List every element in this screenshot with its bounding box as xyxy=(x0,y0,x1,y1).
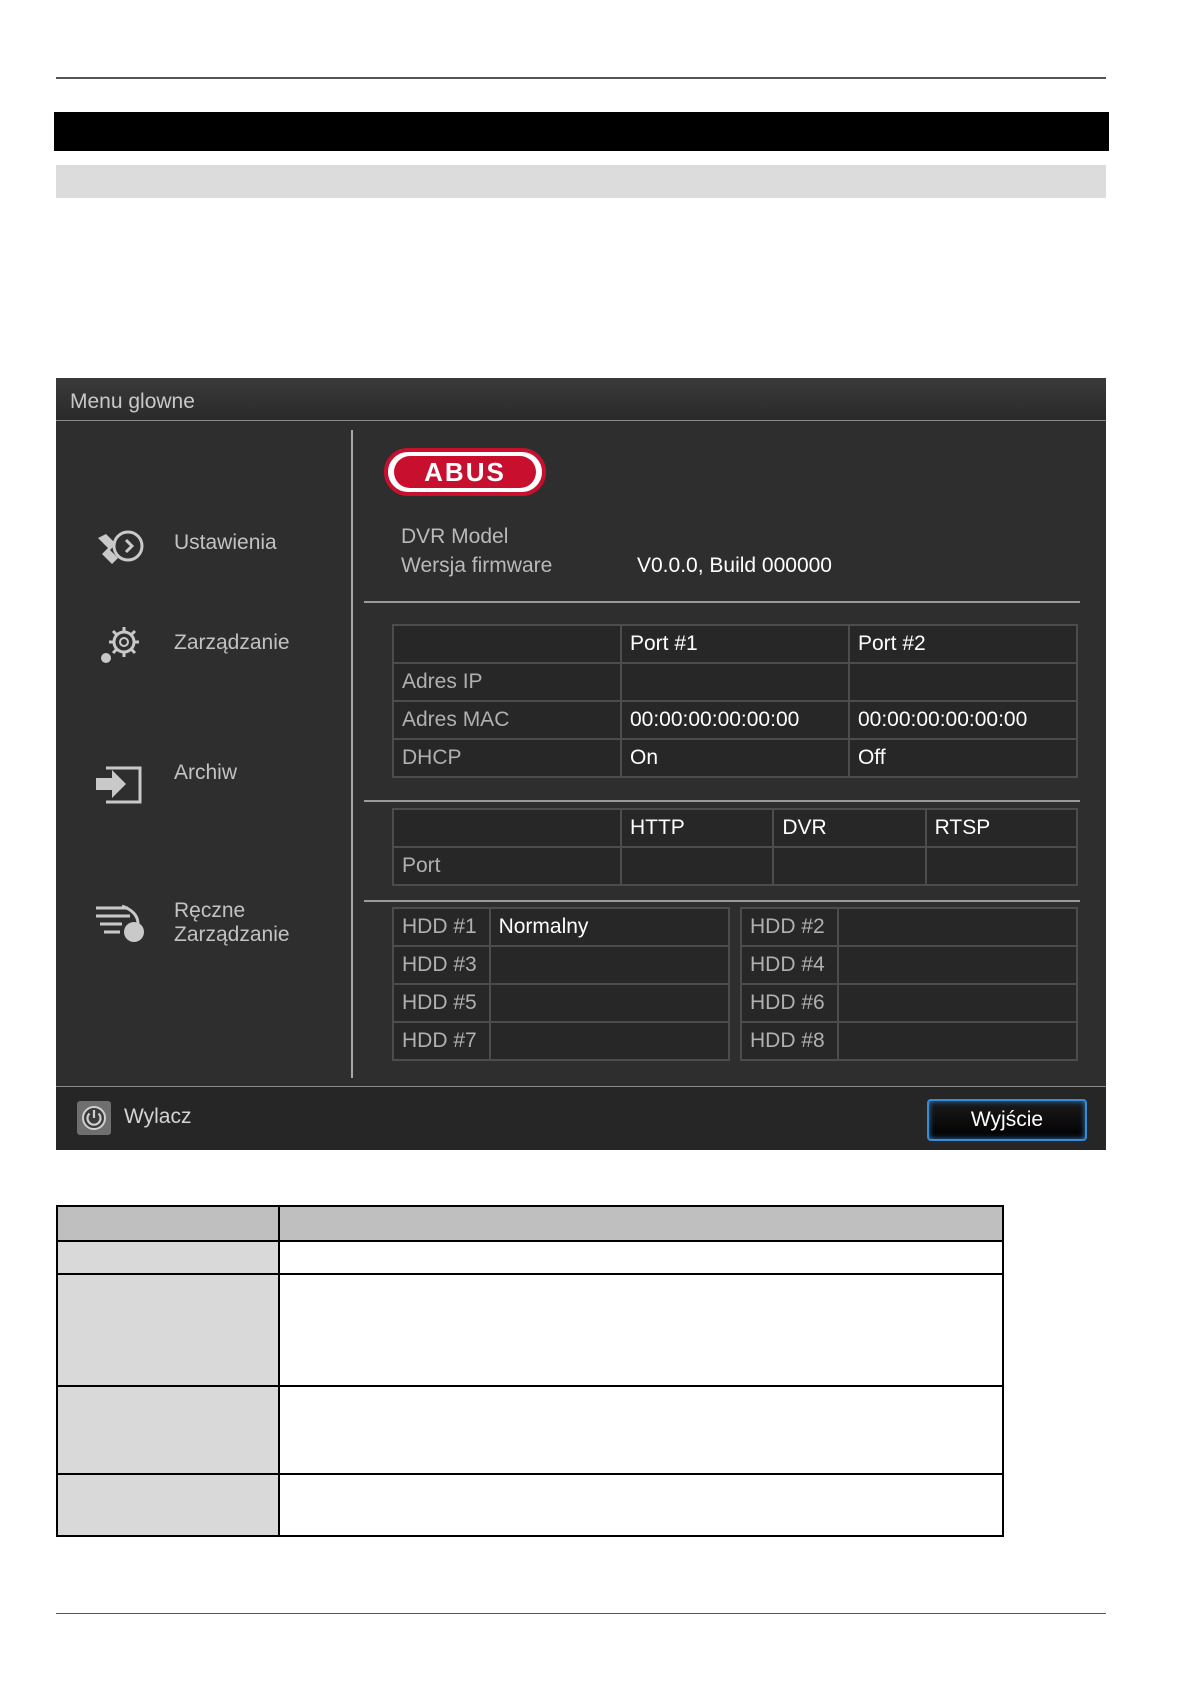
port1-header: Port #1 xyxy=(621,625,849,663)
gears-icon xyxy=(92,624,148,668)
network-divider xyxy=(364,800,1080,802)
table-row xyxy=(393,946,729,984)
ip-label: Adres IP xyxy=(393,663,621,701)
table-row xyxy=(741,984,1077,1022)
table-row xyxy=(393,739,1077,777)
archive-export-icon xyxy=(92,762,148,806)
table-row xyxy=(57,1241,1003,1274)
hdd2-label: HDD #2 xyxy=(741,908,838,946)
sidebar-divider xyxy=(351,430,353,1078)
table-cell xyxy=(279,1274,1003,1386)
table-row xyxy=(393,1022,729,1060)
network-table xyxy=(392,624,1078,778)
shutdown-button[interactable] xyxy=(77,1101,111,1135)
table-row xyxy=(393,984,729,1022)
hdd5-label: HDD #5 xyxy=(393,984,490,1022)
rtsp-header: RTSP xyxy=(926,809,1077,847)
http-port-value xyxy=(621,847,773,885)
nav-item-archive[interactable] xyxy=(92,756,352,816)
port2-header: Port #2 xyxy=(849,625,1077,663)
nav-item-management[interactable] xyxy=(92,618,352,678)
hdd7-label: HDD #7 xyxy=(393,1022,490,1060)
http-header: HTTP xyxy=(621,809,773,847)
manual-record-icon xyxy=(92,900,148,944)
table-cell xyxy=(57,1274,279,1386)
table-row xyxy=(741,946,1077,984)
nav-item-manual-management[interactable] xyxy=(92,894,352,954)
hdd6-label: HDD #6 xyxy=(741,984,838,1022)
top-divider xyxy=(56,77,1106,79)
table-cell xyxy=(279,1386,1003,1474)
table-cell xyxy=(279,1241,1003,1274)
window-title: Menu glowne xyxy=(70,390,195,413)
ports-header-blank xyxy=(393,809,621,847)
table-cell xyxy=(279,1474,1003,1536)
description-table xyxy=(56,1205,1004,1537)
hdd4-label: HDD #4 xyxy=(741,946,838,984)
table-cell xyxy=(57,1474,279,1536)
dhcp-label: DHCP xyxy=(393,739,621,777)
nav-label-management: Zarządzanie xyxy=(174,631,290,654)
power-icon xyxy=(77,1101,111,1135)
table-row xyxy=(393,701,1077,739)
ports-table xyxy=(392,808,1078,886)
nav-label-manual-line1: Ręczne xyxy=(174,899,246,922)
subsection-header-bar xyxy=(56,165,1106,198)
svg-text:ABUS: ABUS xyxy=(424,457,506,487)
hdd-table-right xyxy=(740,907,1078,1061)
ports-header-row xyxy=(393,809,1077,847)
hdd7-status xyxy=(490,1022,729,1060)
hdd5-status xyxy=(490,984,729,1022)
table-row xyxy=(57,1474,1003,1536)
mac-port2-value: 00:00:00:00:00:00 xyxy=(849,701,1077,739)
exit-button[interactable]: Wyjście xyxy=(927,1099,1087,1141)
info-divider xyxy=(364,601,1080,603)
hdd6-status xyxy=(838,984,1077,1022)
hdd2-status xyxy=(838,908,1077,946)
table-cell xyxy=(57,1206,279,1241)
hdd8-status xyxy=(838,1022,1077,1060)
hdd3-label: HDD #3 xyxy=(393,946,490,984)
dhcp-port2-value: Off xyxy=(849,739,1077,777)
table-row xyxy=(393,663,1077,701)
dvr-port-value xyxy=(773,847,925,885)
table-row xyxy=(741,908,1077,946)
bottom-divider xyxy=(56,1613,1106,1614)
hdd3-status xyxy=(490,946,729,984)
table-row xyxy=(741,1022,1077,1060)
nav-label-manual-line2: Zarządzanie xyxy=(174,923,290,946)
abus-logo xyxy=(384,448,546,496)
section-header-bar xyxy=(54,112,1109,151)
hdd1-status: Normalny xyxy=(490,908,729,946)
firmware-value: V0.0.0, Build 000000 xyxy=(637,554,832,577)
network-header-blank xyxy=(393,625,621,663)
nav-label-archive: Archiw xyxy=(174,761,238,784)
window-titlebar xyxy=(56,378,1106,421)
table-row xyxy=(57,1274,1003,1386)
mac-port1-value: 00:00:00:00:00:00 xyxy=(621,701,849,739)
rtsp-port-value xyxy=(926,847,1077,885)
table-row xyxy=(393,847,1077,885)
dvr-main-menu xyxy=(56,378,1106,1150)
hdd-table-left xyxy=(392,907,730,1061)
table-cell xyxy=(57,1241,279,1274)
dhcp-port1-value: On xyxy=(621,739,849,777)
ports-divider xyxy=(364,900,1080,902)
ip-port1-value xyxy=(621,663,849,701)
firmware-label: Wersja firmware xyxy=(401,554,553,577)
table-row xyxy=(393,908,729,946)
table-row xyxy=(57,1206,1003,1241)
table-row xyxy=(57,1386,1003,1474)
port-label: Port xyxy=(393,847,621,885)
settings-tools-icon xyxy=(92,524,148,568)
dvr-header: DVR xyxy=(773,809,925,847)
model-label: DVR Model xyxy=(401,525,509,548)
nav-item-settings[interactable] xyxy=(92,518,352,578)
ip-port2-value xyxy=(849,663,1077,701)
dvr-footer xyxy=(56,1086,1106,1150)
hdd1-label: HDD #1 xyxy=(393,908,490,946)
table-cell xyxy=(279,1206,1003,1241)
hdd4-status xyxy=(838,946,1077,984)
mac-label: Adres MAC xyxy=(393,701,621,739)
shutdown-label[interactable]: Wylacz xyxy=(124,1105,192,1128)
hdd8-label: HDD #8 xyxy=(741,1022,838,1060)
nav-label-settings: Ustawienia xyxy=(174,531,277,554)
network-header-row xyxy=(393,625,1077,663)
table-cell xyxy=(57,1386,279,1474)
